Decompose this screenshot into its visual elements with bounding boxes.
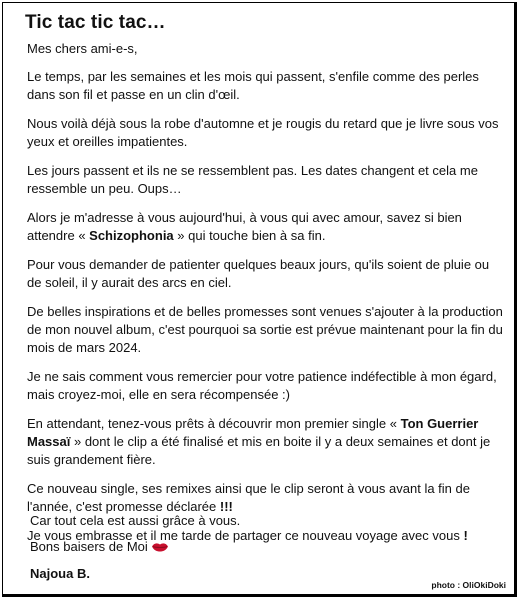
- exclamation: !!!: [219, 499, 233, 514]
- paragraph-release: De belles inspirations et de belles promesses sont venues s'ajouter à la production de mon nouvel album, c'est pourquoi sa sortie est prévue maintenant pour la fin du mois de mars 2024.: [27, 304, 503, 355]
- album-name: Schizophonia: [89, 228, 174, 243]
- paragraph-remixes: [27, 480, 503, 516]
- exclamation: !: [463, 528, 468, 543]
- signature: Najoua B.: [30, 566, 90, 581]
- paragraph-autumn: Nous voilà déjà sous la robe d'automne et je rougis du retard que je livre sous vos yeux et oreilles impatientes.: [27, 116, 499, 149]
- paragraph-schizophonia: [27, 209, 503, 245]
- paragraph-text: Alors je m'adresse à vous aujourd'hui, à vous qui avec amour, savez si bien attendre «: [27, 210, 462, 243]
- closing-line: Car tout cela est aussi grâce à vous.: [30, 513, 241, 528]
- closing-kisses-text: Bons baisers de Moi: [30, 539, 148, 554]
- lips-icon: [151, 539, 169, 549]
- paragraph-patience: Pour vous demander de patienter quelques beaux jours, qu'ils soient de pluie ou de soleil, il y aurait des arcs en ciel.: [27, 257, 490, 290]
- paragraph-text: » dont le clip a été finalisé et mis en boite il y a deux semaines et dont je suis grandement fière.: [27, 434, 491, 467]
- paragraph-text: Je vous embrasse et il me tarde de partager ce nouveau voyage avec vous: [27, 528, 464, 543]
- paragraph-single: [27, 415, 503, 469]
- paragraph-text: En attendant, tenez-vous prêts à découvrir mon premier single «: [27, 416, 401, 431]
- single-name: Ton Guerrier Massaï: [27, 416, 479, 449]
- paragraph-days: Les jours passent et ils ne se ressemblent pas. Les dates changent et cela me ressemble un peu. Oups…: [27, 163, 478, 196]
- paragraph-text: » qui touche bien à sa fin.: [173, 228, 326, 243]
- photo-credit: photo : OliOkiDoki: [431, 580, 506, 590]
- letter-frame: [2, 2, 517, 597]
- letter-body: [27, 40, 503, 556]
- closing-kisses: [30, 538, 500, 556]
- greeting: Mes chers ami-e-s,: [27, 41, 138, 56]
- paragraph-thanks: Je ne sais comment vous remercier pour votre patience indéfectible à mon égard, mais croyez-moi, elle en sera récompensée :): [27, 369, 497, 402]
- paragraph-text: Ce nouveau single, ses remixes ainsi que le clip seront à vous avant la fin de l'année, c'est promesse déclarée: [27, 481, 470, 514]
- paragraph-time: Le temps, par les semaines et les mois qui passent, s'enfile comme des perles dans son fil et passe en un clin d'œil.: [27, 69, 479, 102]
- page-title: Tic tac tic tac…: [25, 12, 166, 33]
